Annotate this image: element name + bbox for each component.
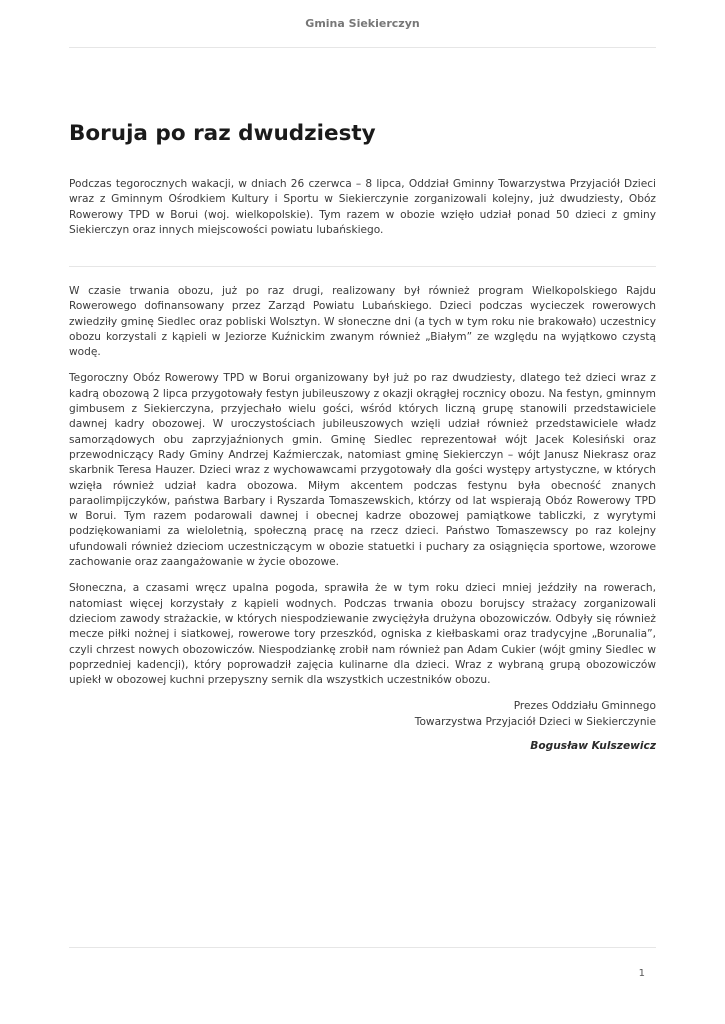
signature-organization: Towarzystwa Przyjaciół Dzieci w Siekierczynie xyxy=(414,715,656,728)
signature-title: Prezes Oddziału Gminnego xyxy=(513,700,656,713)
header-divider xyxy=(69,47,656,48)
article-title: Boruja po raz dwudziesty xyxy=(69,121,376,146)
body-paragraph-1: W czasie trwania obozu, już po raz drugi, realizowany był również program Wielkopolskiego Rajdu Rowerowego dofinansowany przez Zarząd Powiatu Lubańskiego. Dzieci podczas wycieczek rowerowych zwiedziły gminę Siedlec oraz pobliski Wolsztyn. W słoneczne dni (a tych w tym roku nie brakowało) uczestnicy obozu korzystali z kąpieli w Jeziorze Kuźnickim zwanym również „Białym” ze względu na wyjątkowo czystą wodę. xyxy=(69,285,656,359)
site-header: Gmina Siekierczyn xyxy=(305,17,420,30)
article-body xyxy=(69,284,656,754)
signature-name: Bogusław Kulszewicz xyxy=(530,740,656,753)
body-paragraph-3: Słoneczna, a czasami wręcz upalna pogoda, sprawiła że w tym roku dzieci mniej jeździły na rowerach, natomiast więcej korzystały z kąpieli wodnych. Podczas trwania obozu borujscy strażacy zorganizowali dzieciom zawody strażackie, w których niespodziewanie zwyciężyła drużyna obozowiczów. Odbyły się również mecze piłki nożnej i siatkowej, rowerowe tory przeszkód, ogniska z kiełbaskami oraz tradycyjne „Borunalia”, czyli chrzest nowych obozowiczów. Niespodziankę zrobił nam również pan Adam Cukier (wójt gminy Siedlec w poprzedniej kadencji), który poprowadził zajęcia kulinarne dla dzieci. Wraz z wybraną grupą obozowiczów upiekł w obozowej kuchni przepyszny sernik dla wszystkich uczestników obozu. xyxy=(69,582,656,687)
footer-divider xyxy=(69,947,656,948)
signature-block xyxy=(69,699,656,754)
intro-divider xyxy=(69,266,656,267)
article-intro xyxy=(69,177,656,249)
body-paragraph-2: Tegoroczny Obóz Rowerowy TPD w Borui organizowany był już po raz dwudziesty, dlatego też dzieci wraz z kadrą obozową 2 lipca przygotowały festyn jubileuszowy z okazji okrągłej rocznicy obozu. Na festyn, gminnym gimbusem z Siekierczyna, przyjechało wielu gości, wśród których liczną grupę stanowili przedstawiciele dawnej kadry obozowej. W uroczystościach jubileuszowych wzięli udział również przedstawiciele władz samorządowych obu zaprzyjaźnionych gmin. Gminę Siedlec reprezentował wójt Jacek Kolesiński oraz przewodniczący Rady Gminy Andrzej Kaźmierczak, natomiast gminę Siekierczyn – wójt Janusz Niekrasz oraz skarbnik Teresa Hauzer. Dzieci wraz z wychowawcami przygotowały dla gości występy artystyczne, w których wzięła również udział kadra obozowa. Miłym akcentem podczas festynu była obecność znanych paraolimpijczyków, państwa Barbary i Ryszarda Tomaszewskich, którzy od lat wspierają Obóz Rowerowy TPD w Borui. Tym razem podarowali dawnej i obecnej kadrze obozowej pamiątkowe tabliczki, z wyrytymi podziękowaniami za wieloletnią, społeczną pracę na rzecz dzieci. Państwo Tomaszewscy po raz kolejny ufundowali również dzieciom uczestniczącym w obozie statuetki i puchary za osiągnięcia sportowe, wzorowe zachowanie oraz zaangażowanie w życie obozowe. xyxy=(69,372,656,569)
page-number: 1 xyxy=(638,968,645,979)
intro-paragraph: Podczas tegorocznych wakacji, w dniach 26 czerwca – 8 lipca, Oddział Gminny Towarzystwa Przyjaciół Dzieci wraz z Gminnym Ośrodkiem Kultury i Sportu w Siekierczynie zorganizowali kolejny, już dwudziesty, Obóz Rowerowy TPD w Borui (woj. wielkopolskie). Tym razem w obozie wzięło udział ponad 50 dzieci z gminy Siekierczyn oraz innych miejscowości powiatu lubańskiego. xyxy=(69,178,656,236)
